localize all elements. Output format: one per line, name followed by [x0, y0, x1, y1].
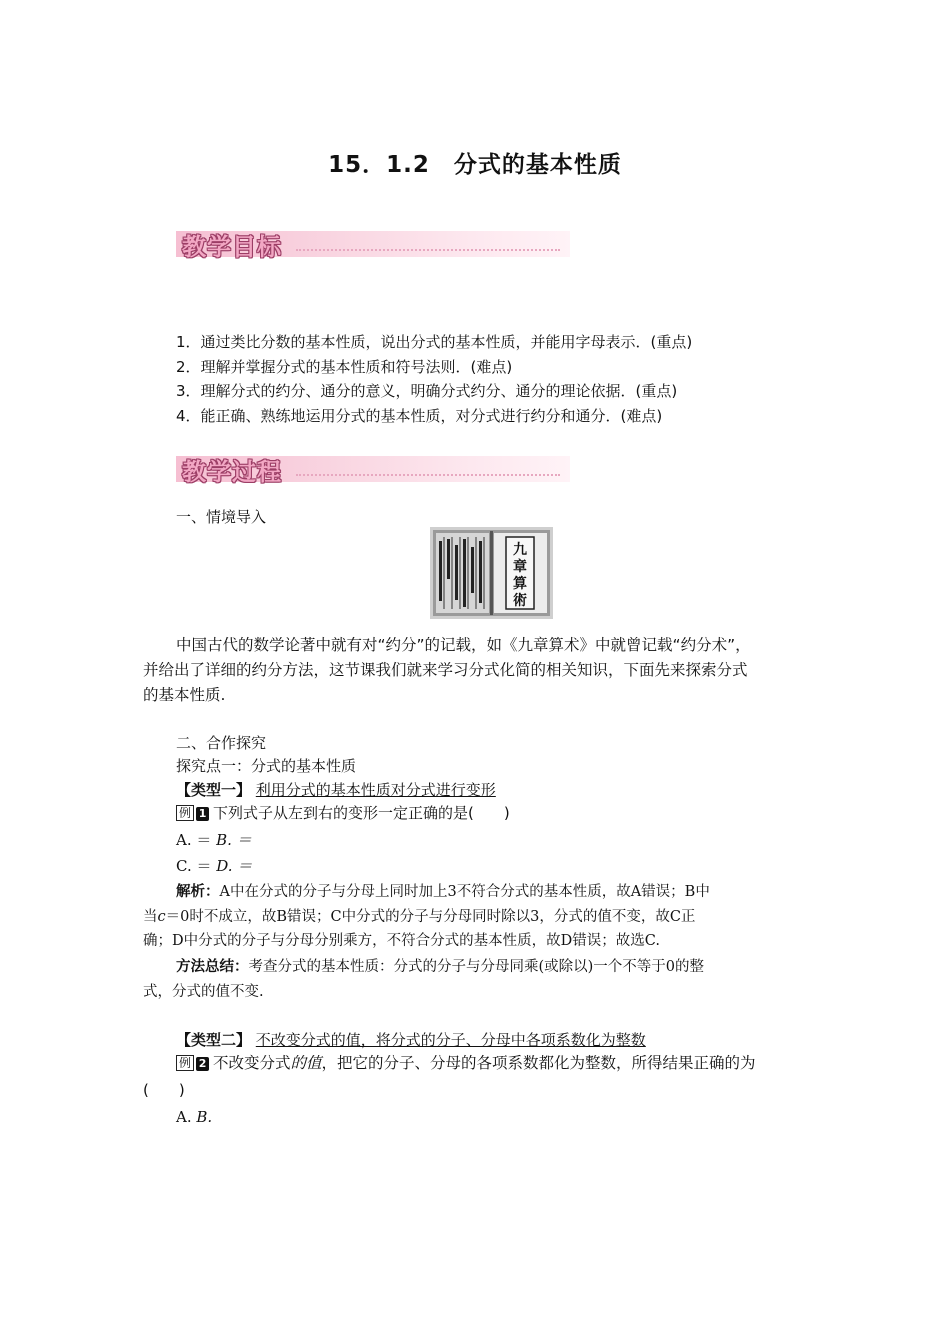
objective-item: 1．通过类比分数的基本性质，说出分式的基本性质，并能用字母表示．(重点) [176, 333, 693, 351]
analysis-line: 确；D中分式的分子与分母分别乘方，不符合分式的基本性质，故D错误；故选C. [143, 933, 660, 949]
example-question: 不改变分式 [213, 1054, 291, 1072]
options-row [176, 830, 252, 850]
type-title: 不改变分式的值，将分式的分子、分母中各项系数化为整数 [255, 1031, 646, 1049]
variable-c: c [157, 909, 166, 925]
analysis-line [176, 882, 710, 902]
process-banner [176, 452, 570, 484]
section-heading: 一、情境导入 [176, 508, 267, 526]
example-one-question [176, 803, 510, 823]
option-b: B. ＝ [216, 831, 252, 849]
summary-text: 考查分式的基本性质：分式的分子与分母同乘(或除以)一个不等于0的整 [248, 959, 705, 975]
summary-label: 方法总结： [176, 959, 249, 975]
book-title-char: 章 [513, 559, 527, 575]
intro-line: 并给出了详细的约分方法，这节课我们就来学习分式化简的相关知识，下面先来探索分式 [143, 661, 748, 679]
summary-line [176, 957, 704, 977]
process-banner-label: 教学过程 [182, 458, 282, 486]
goals-banner [176, 227, 570, 259]
objective-item: 2．理解并掌握分式的基本性质和符号法则．(难点) [176, 358, 513, 376]
option-b: B. [196, 1108, 213, 1126]
analysis-text: A中在分式的分子与分母上同时加上3不符合分式的基本性质，故A错误；B中 [219, 884, 710, 900]
book-title-char: 術 [513, 593, 527, 609]
type-tag: 【类型一】 [176, 781, 252, 799]
intro-line: 中国古代的数学论著中就有对“约分”的记载，如《九章算术》中就曾记载“约分术”， [176, 636, 751, 654]
banner-dots [296, 474, 560, 476]
analysis-text: 当 [143, 909, 158, 925]
option-a: A. [176, 1108, 192, 1126]
goals-banner-label: 教学目标 [182, 233, 282, 261]
analysis-text: ＝0时不成立，故B错误；C中分式的分子与分母同时除以3，分式的值不变，故C正 [165, 909, 696, 925]
page-title: 15．1.2 分式的基本性质 [328, 152, 622, 178]
analysis-label: 解析： [176, 884, 220, 900]
type-two-heading [176, 1030, 646, 1050]
example-question: 下列式子从左到右的变形一定正确的是( ) [213, 804, 510, 822]
book-title-char: 九 [513, 542, 527, 558]
example-badge: 例 [176, 805, 194, 821]
summary-line: 式，分式的值不变. [143, 984, 264, 1000]
example-two-question [176, 1050, 756, 1076]
objective-item: 4．能正确、熟练地运用分式的基本性质，对分式进行约分和通分．(难点) [176, 407, 663, 425]
example-number: 2 [196, 1057, 209, 1071]
intro-line: 的基本性质. [143, 686, 226, 704]
options-row [176, 1107, 212, 1127]
example-number: 1 [196, 807, 209, 821]
section-heading: 二、合作探究 [176, 734, 267, 752]
option-d: D. ＝ [216, 857, 253, 875]
example-question: ，把它的分子、分母的各项系数都化为整数，所得结果正确的为 [321, 1054, 756, 1072]
options-row [176, 856, 252, 876]
option-a: A. ＝ [176, 831, 212, 849]
objective-item: 3．理解分式的约分、通分的意义，明确分式约分、通分的理论依据．(重点) [176, 382, 678, 400]
book-title-char: 算 [513, 576, 527, 592]
type-title: 利用分式的基本性质对分式进行变形 [255, 781, 496, 799]
option-c: C. ＝ [176, 857, 212, 875]
analysis-line [143, 907, 695, 927]
jiuzhang-suanshu-image [430, 527, 553, 619]
explore-point: 探究点一：分式的基本性质 [176, 757, 357, 775]
type-one-heading [176, 780, 496, 800]
example-two-answer-blank: ( ) [143, 1081, 185, 1099]
banner-dots [296, 249, 560, 251]
example-badge: 例 [176, 1055, 194, 1071]
example-question-italic: 的值 [290, 1054, 322, 1072]
type-tag: 【类型二】 [176, 1031, 252, 1049]
